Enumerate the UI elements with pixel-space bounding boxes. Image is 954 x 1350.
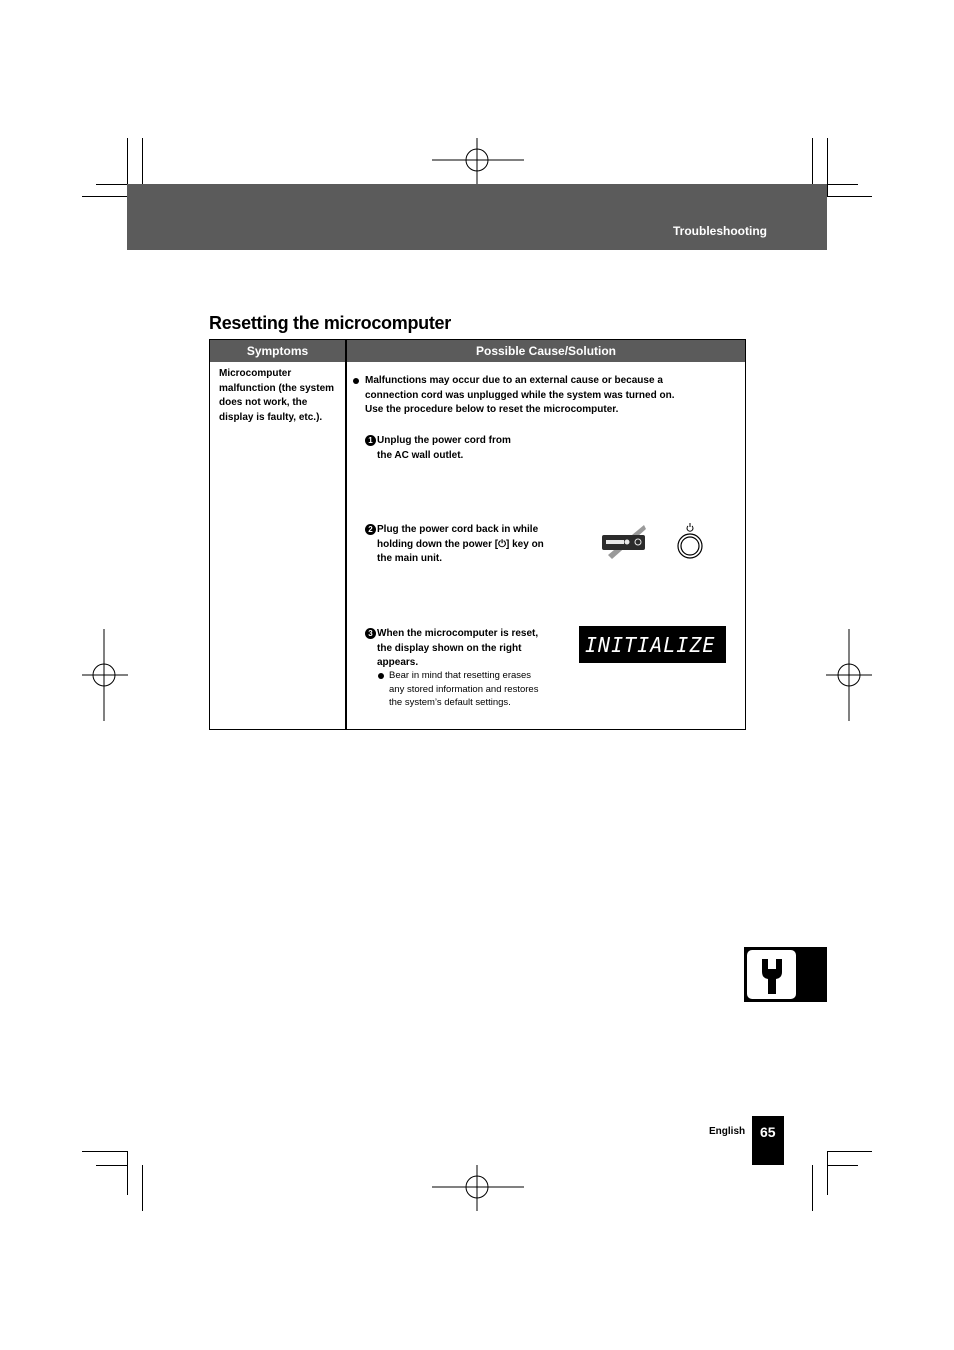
note-line: the system’s default settings. — [389, 697, 511, 708]
wrench-icon — [747, 950, 796, 999]
symptom-text: Microcomputer malfunction (the system does not work, the display is faulty, etc.). — [219, 368, 335, 423]
registration-mark-bottom — [432, 1165, 524, 1211]
step-number-badge: 1 — [365, 435, 376, 446]
troubleshooting-table — [209, 339, 746, 730]
cause-line: connection cord was unplugged while the system was turned on. — [365, 389, 675, 401]
registration-mark-right — [826, 629, 872, 721]
step-line: Unplug the power cord from — [377, 435, 511, 446]
header-bar — [127, 184, 827, 250]
registration-mark-top — [432, 138, 524, 184]
step-number-badge: 3 — [365, 628, 376, 639]
troubleshooting-tab — [744, 947, 827, 1002]
step-line: the AC wall outlet. — [377, 449, 464, 461]
display-text: INITIALIZE — [585, 633, 716, 657]
cause-paragraph — [365, 374, 725, 418]
cause-line: Malfunctions may occur due to an external cause or because a — [365, 375, 663, 386]
step-2 — [365, 523, 575, 567]
step-line: Plug the power cord back in while — [377, 524, 539, 535]
page-number-box — [752, 1116, 784, 1165]
bullet-icon — [378, 673, 384, 679]
column-header-cause: Possible Cause/Solution — [347, 340, 745, 362]
page-number: 65 — [760, 1124, 776, 1140]
step-line: the main unit. — [377, 553, 442, 564]
step-line: appears. — [377, 657, 419, 668]
column-header-symptoms: Symptoms — [210, 340, 345, 362]
step-number-badge: 2 — [365, 524, 376, 535]
language-label: English — [709, 1126, 746, 1137]
step-line: When the microcomputer is reset, — [377, 628, 539, 639]
bullet-icon — [353, 378, 359, 384]
step-1 — [365, 434, 565, 463]
cause-line: Use the procedure below to reset the microcomputer. — [365, 404, 619, 415]
note-line: any stored information and restores — [389, 683, 539, 695]
step-3-note — [389, 669, 589, 710]
step-3 — [365, 627, 575, 671]
step-line: holding down the power [⏻] key on — [377, 538, 544, 550]
power-button-icon — [675, 521, 705, 561]
registration-mark-left — [82, 629, 128, 721]
header-section-title: Troubleshooting — [673, 224, 767, 238]
display-panel — [579, 626, 726, 663]
step-line: the display shown on the right — [377, 642, 522, 654]
note-line: Bear in mind that resetting erases — [389, 670, 532, 681]
page-title: Resetting the microcomputer — [209, 313, 451, 333]
column-divider — [345, 340, 347, 729]
main-unit-icon — [600, 521, 648, 561]
